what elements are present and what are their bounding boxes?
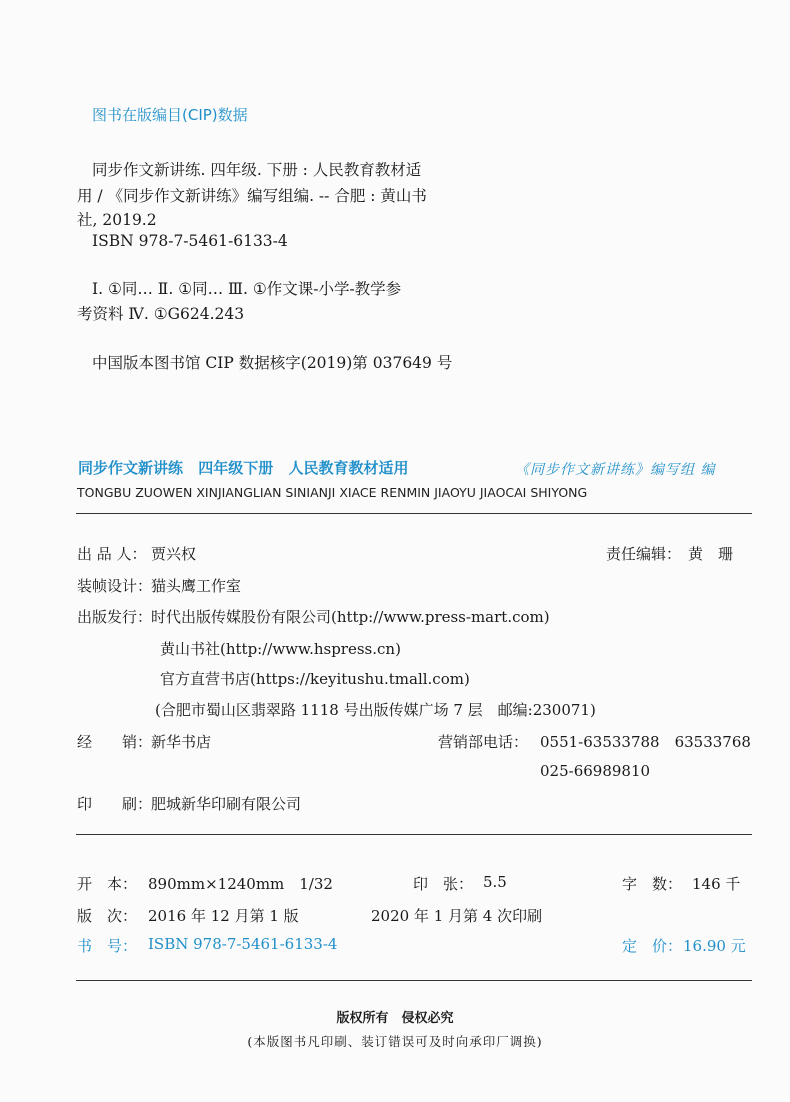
printer-label: 印 刷：	[77, 795, 153, 813]
editor-name: 黄 珊	[688, 545, 734, 563]
cip-isbn: ISBN 978-7-5461-6133-4	[92, 232, 288, 250]
issue-label: 出版发行：	[77, 608, 153, 626]
issuer-2: 黄山书社(http://www.hspress.cn)	[160, 640, 401, 658]
author-credit: 《同步作文新讲练》编写组 编	[515, 462, 716, 478]
editor-label: 责任编辑：	[606, 545, 682, 563]
book-title-band: 同步作文新讲练 四年级下册 人民教育教材适用	[78, 459, 409, 477]
cip-check-number: 中国版本图书馆 CIP 数据核字(2019)第 037649 号	[92, 354, 453, 372]
cip-class-line-1: Ⅰ. ①同… Ⅱ. ①同… Ⅲ. ①作文课-小学-教学参	[92, 280, 402, 298]
edition-label: 版 次：	[77, 907, 138, 925]
cip-line-3: 社, 2019.2	[77, 211, 157, 229]
words-value: 146 千	[692, 875, 741, 893]
issuer-1: 时代出版传媒股份有限公司(http://www.press-mart.com)	[151, 608, 550, 626]
design-studio: 猫头鹰工作室	[151, 577, 242, 595]
divider-rule	[76, 834, 752, 835]
sheets-value: 5.5	[483, 873, 507, 891]
printer: 肥城新华印刷有限公司	[151, 795, 302, 813]
cip-line-2: 用 / 《同步作文新讲练》编写组编. -- 合肥 : 黄山书	[77, 187, 427, 205]
cip-class-line-2: 考资料 Ⅳ. ①G624.243	[77, 305, 245, 323]
marketing-phone-label: 营销部电话：	[438, 733, 529, 751]
publisher-person-label: 出 品 人：	[77, 545, 147, 563]
edition-value: 2016 年 12 月第 1 版	[148, 907, 299, 925]
publisher-person: 贾兴权	[151, 545, 197, 563]
title-pinyin: TONGBU ZUOWEN XINJIANGLIAN SINIANJI XIACE RENMIN JIAOYU JIAOCAI SHIYONG	[77, 485, 588, 500]
divider-rule	[76, 513, 752, 514]
divider-rule	[76, 980, 752, 981]
cip-heading: 图书在版编目(CIP)数据	[92, 106, 248, 124]
isbn-label: 书 号：	[77, 937, 138, 955]
price-value: 16.90 元	[683, 937, 746, 955]
printing-value: 2020 年 1 月第 4 次印刷	[371, 907, 543, 925]
format-label: 开 本：	[77, 875, 138, 893]
issuer-3: 官方直营书店(https://keyitushu.tmall.com)	[160, 670, 470, 688]
distributor: 新华书店	[151, 733, 212, 751]
marketing-phone-1: 0551-63533788 63533768	[540, 733, 751, 751]
sheets-label: 印 张：	[413, 875, 474, 893]
marketing-phone-2: 025-66989810	[540, 762, 651, 780]
distributor-label: 经 销：	[77, 733, 153, 751]
copyright-notice: 版权所有 侵权必究	[336, 1011, 454, 1026]
exchange-note: (本版图书凡印刷、装订错误可及时向承印厂调换)	[247, 1034, 543, 1049]
publisher-address: (合肥市蜀山区翡翠路 1118 号出版传媒广场 7 层 邮编:230071)	[155, 701, 596, 719]
isbn-value: ISBN 978-7-5461-6133-4	[148, 935, 338, 953]
design-label: 装帧设计：	[77, 577, 153, 595]
price-label: 定 价：	[622, 937, 683, 955]
format-value: 890mm×1240mm 1/32	[148, 875, 333, 893]
cip-line-1: 同步作文新讲练. 四年级. 下册 : 人民教育教材适	[92, 161, 422, 179]
words-label: 字 数：	[622, 875, 683, 893]
